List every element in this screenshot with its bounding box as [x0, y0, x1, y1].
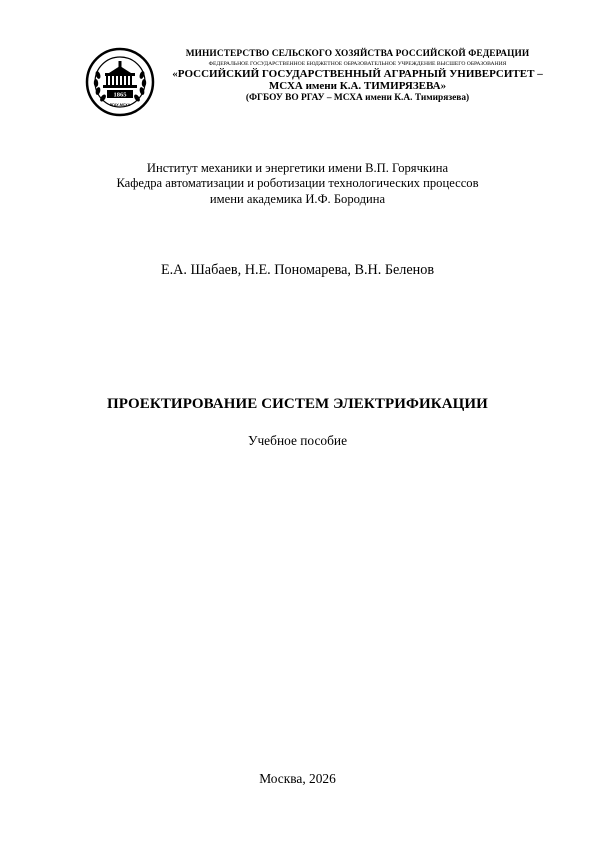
city-year: Москва, 2026 [259, 771, 336, 786]
university-name-line2: МСХА имени К.А. ТИМИРЯЗЕВА» [268, 80, 447, 93]
department-name-cont: имени академика И.Ф. Бородина [209, 191, 386, 206]
ministry-name: МИНИСТЕРСТВО СЕЛЬСКОГО ХОЗЯЙСТВА РОССИЙСКОЙ ФЕДЕРАЦИИ [185, 49, 530, 59]
institute-name: Институт механики и энергетики имени В.П. Горячкина [146, 161, 449, 175]
book-subtitle: Учебное пособие [247, 433, 348, 448]
federal-institution: ФЕДЕРАЛЬНОЕ ГОСУДАРСТВЕННОЕ БЮДЖЕТНОЕ ОБРАЗОВАТЕЛЬНОЕ УЧРЕЖДЕНИЕ ВЫСШЕГО ОБРАЗОВАНИЯ [208, 60, 507, 67]
university-abbreviation: (ФГБОУ ВО РГАУ – МСХА имени К.А. Тимирязева) [245, 93, 470, 104]
authors: Е.А. Шабаев, Н.Е. Пономарева, В.Н. Беленов [160, 262, 435, 278]
institute-block [0, 161, 595, 207]
svg-text:РГАУ-МСХА: РГАУ-МСХА [109, 103, 131, 107]
book-title: ПРОЕКТИРОВАНИЕ СИСТЕМ ЭЛЕКТРИФИКАЦИИ [107, 396, 488, 412]
header-block [150, 49, 565, 104]
svg-text:1865: 1865 [113, 91, 127, 99]
emblem-icon [85, 47, 155, 117]
university-logo [85, 47, 155, 117]
university-name-line1: «РОССИЙСКИЙ ГОСУДАРСТВЕННЫЙ АГРАРНЫЙ УНИВЕРСИТЕТ – [172, 67, 543, 80]
department-name: Кафедра автоматизации и роботизации технологических процессов [116, 176, 479, 191]
